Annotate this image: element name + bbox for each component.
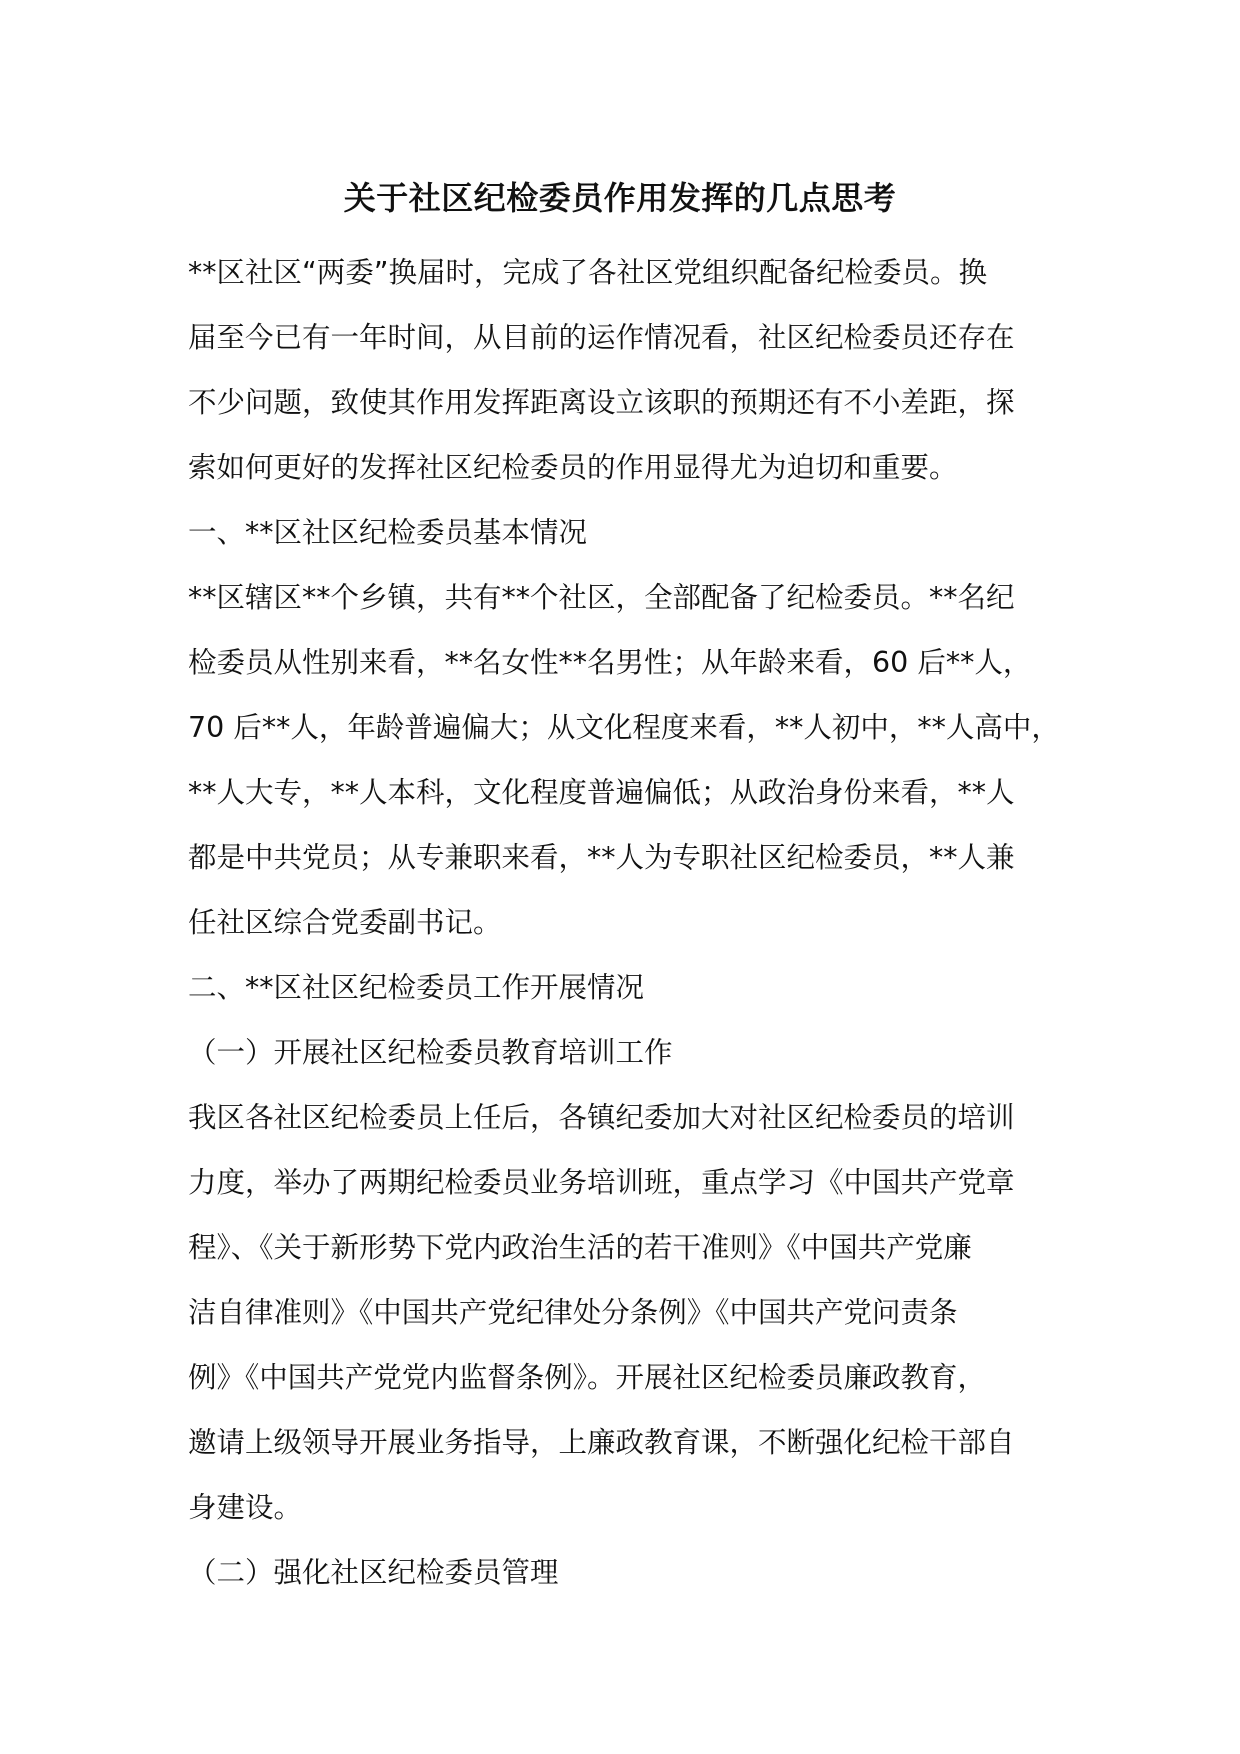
text-line: 邀请上级领导开展业务指导，上廉政教育课，不断强化纪检干部自	[188, 1426, 1015, 1459]
text-line: 都是中共党员；从专兼职来看，**人为专职社区纪检委员，**人兼	[188, 841, 1015, 874]
text-line: 力度，举办了两期纪检委员业务培训班，重点学习《中国共产党章	[188, 1166, 1015, 1199]
text-line: 届至今已有一年时间，从目前的运作情况看，社区纪检委员还存在	[188, 321, 1015, 354]
subsection-heading: （二）强化社区纪检委员管理	[188, 1556, 559, 1589]
text-line: **区社区“两委”换届时，完成了各社区党组织配备纪检委员。换	[188, 256, 988, 289]
text-line: **人大专，**人本科，文化程度普遍偏低；从政治身份来看，**人	[188, 776, 1015, 809]
text-line: **区辖区**个乡镇，共有**个社区，全部配备了纪检委员。**名纪	[188, 581, 1015, 614]
text-line: 身建设。	[188, 1491, 303, 1524]
subsection-heading: （一）开展社区纪检委员教育培训工作	[188, 1036, 673, 1069]
section-heading: 一、**区社区纪检委员基本情况	[188, 516, 588, 549]
document-body	[188, 240, 1088, 1605]
text-line: 任社区综合党委副书记。	[188, 906, 502, 939]
text-line: 检委员从性别来看，**名女性**名男性；从年龄来看，60 后**人，	[188, 646, 1032, 679]
section-heading: 二、**区社区纪检委员工作开展情况	[188, 971, 645, 1004]
document-title: 关于社区纪检委员作用发挥的几点思考	[343, 179, 897, 217]
text-line: 例》《中国共产党党内监督条例》。开展社区纪检委员廉政教育，	[188, 1361, 987, 1394]
text-line: 程》、《关于新形势下党内政治生活的若干准则》《中国共产党廉	[188, 1231, 972, 1264]
text-line: 不少问题，致使其作用发挥距离设立该职的预期还有不小差距，探	[188, 386, 1015, 419]
text-line: 洁自律准则》《中国共产党纪律处分条例》《中国共产党问责条	[188, 1296, 958, 1329]
text-line: 索如何更好的发挥社区纪检委员的作用显得尤为迫切和重要。	[188, 451, 958, 484]
text-line: 我区各社区纪检委员上任后，各镇纪委加大对社区纪检委员的培训	[188, 1101, 1015, 1134]
text-line: 70 后**人，年龄普遍偏大；从文化程度来看，**人初中，**人高中，	[188, 711, 1060, 744]
